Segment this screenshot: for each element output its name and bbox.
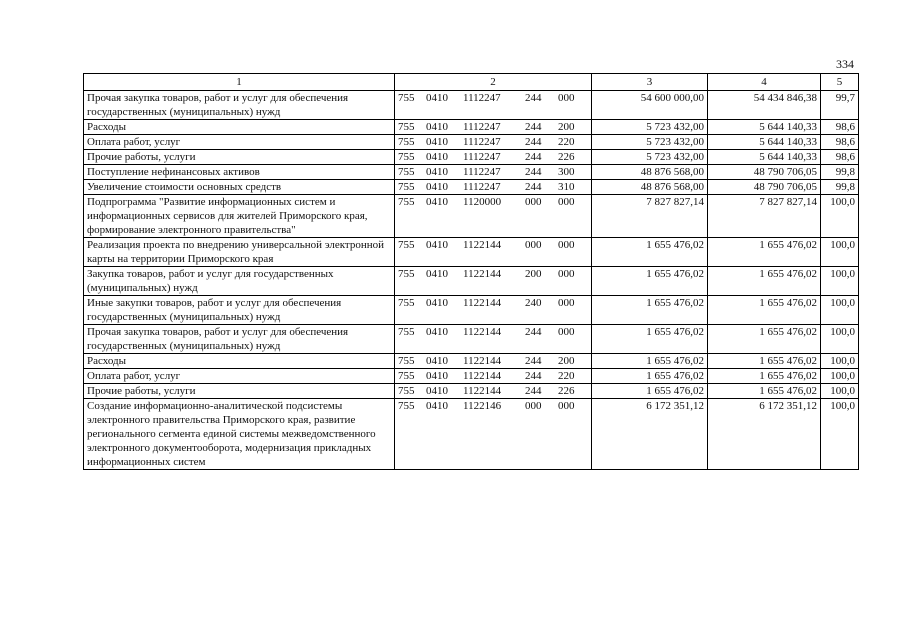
row-percent: 100,0 — [821, 267, 859, 296]
table-row — [84, 325, 859, 354]
code-part: 226 — [558, 151, 575, 163]
code-part: 755 — [398, 166, 415, 178]
row-budget-code — [395, 120, 592, 135]
table-row — [84, 120, 859, 135]
code-part: 0410 — [426, 136, 448, 148]
row-name: Оплата работ, услуг — [84, 369, 395, 384]
code-part: 0410 — [426, 181, 448, 193]
table-row — [84, 384, 859, 399]
row-fact-amount: 1 655 476,02 — [708, 384, 821, 399]
row-plan-amount: 5 723 432,00 — [592, 150, 708, 165]
row-budget-code — [395, 354, 592, 369]
table-row — [84, 369, 859, 384]
row-budget-code — [395, 150, 592, 165]
row-percent: 99,7 — [821, 91, 859, 120]
row-plan-amount: 5 723 432,00 — [592, 135, 708, 150]
row-plan-amount: 1 655 476,02 — [592, 354, 708, 369]
row-fact-amount: 7 827 827,14 — [708, 195, 821, 238]
code-part: 000 — [558, 297, 575, 309]
row-fact-amount: 1 655 476,02 — [708, 267, 821, 296]
row-percent: 100,0 — [821, 369, 859, 384]
code-part: 755 — [398, 400, 415, 412]
row-fact-amount: 5 644 140,33 — [708, 120, 821, 135]
row-plan-amount: 7 827 827,14 — [592, 195, 708, 238]
table-row — [84, 150, 859, 165]
row-percent: 98,6 — [821, 120, 859, 135]
code-part: 755 — [398, 239, 415, 251]
row-fact-amount: 48 790 706,05 — [708, 180, 821, 195]
code-part: 0410 — [426, 92, 448, 104]
row-percent: 99,8 — [821, 165, 859, 180]
code-part: 000 — [525, 239, 542, 251]
row-budget-code — [395, 238, 592, 267]
header-row — [84, 74, 859, 91]
code-part: 220 — [558, 136, 575, 148]
code-part: 1112247 — [463, 166, 501, 178]
code-part: 244 — [525, 385, 542, 397]
code-part: 244 — [525, 326, 542, 338]
code-part: 1112247 — [463, 121, 501, 133]
row-plan-amount: 1 655 476,02 — [592, 296, 708, 325]
row-budget-code — [395, 384, 592, 399]
code-part: 755 — [398, 385, 415, 397]
row-budget-code — [395, 165, 592, 180]
table-row — [84, 195, 859, 238]
row-fact-amount: 54 434 846,38 — [708, 91, 821, 120]
table-row — [84, 354, 859, 369]
code-part: 1122144 — [463, 297, 502, 309]
column-header-3: 3 — [592, 74, 708, 91]
row-name: Оплата работ, услуг — [84, 135, 395, 150]
code-part: 200 — [558, 355, 575, 367]
code-part: 0410 — [426, 196, 448, 208]
table-row — [84, 180, 859, 195]
code-part: 755 — [398, 92, 415, 104]
code-part: 1112247 — [463, 151, 501, 163]
code-part: 0410 — [426, 400, 448, 412]
row-plan-amount: 5 723 432,00 — [592, 120, 708, 135]
row-plan-amount: 1 655 476,02 — [592, 267, 708, 296]
row-percent: 100,0 — [821, 354, 859, 369]
code-part: 1122144 — [463, 355, 502, 367]
row-name: Закупка товаров, работ и услуг для государственных (муниципальных) нужд — [84, 267, 395, 296]
row-name: Поступление нефинансовых активов — [84, 165, 395, 180]
row-name: Иные закупки товаров, работ и услуг для обеспечения государственных (муниципальных) нужд — [84, 296, 395, 325]
code-part: 0410 — [426, 370, 448, 382]
code-part: 1122144 — [463, 326, 502, 338]
row-budget-code — [395, 399, 592, 470]
code-part: 755 — [398, 326, 415, 338]
row-fact-amount: 1 655 476,02 — [708, 369, 821, 384]
table-row — [84, 135, 859, 150]
page-number: 334 — [836, 57, 854, 71]
row-budget-code — [395, 195, 592, 238]
code-part: 1122144 — [463, 239, 502, 251]
code-part: 1112247 — [463, 181, 501, 193]
row-name: Расходы — [84, 120, 395, 135]
row-name: Прочие работы, услуги — [84, 384, 395, 399]
row-fact-amount: 1 655 476,02 — [708, 354, 821, 369]
code-part: 244 — [525, 136, 542, 148]
code-part: 240 — [525, 297, 542, 309]
row-name: Увеличение стоимости основных средств — [84, 180, 395, 195]
row-plan-amount: 1 655 476,02 — [592, 369, 708, 384]
code-part: 755 — [398, 268, 415, 280]
row-percent: 100,0 — [821, 238, 859, 267]
row-name: Расходы — [84, 354, 395, 369]
row-budget-code — [395, 325, 592, 354]
code-part: 220 — [558, 370, 575, 382]
row-name: Создание информационно-аналитической подсистемы электронного правительства Приморского края, развитие регионального сегмента единой системы межведомственного электронного документооборота, модернизация прикладных информационных систем — [84, 399, 395, 470]
code-part: 1112247 — [463, 92, 501, 104]
code-part: 1122144 — [463, 385, 502, 397]
column-header-5: 5 — [821, 74, 859, 91]
code-part: 755 — [398, 370, 415, 382]
code-part: 0410 — [426, 326, 448, 338]
row-plan-amount: 1 655 476,02 — [592, 238, 708, 267]
code-part: 0410 — [426, 166, 448, 178]
row-fact-amount: 1 655 476,02 — [708, 296, 821, 325]
table-row — [84, 238, 859, 267]
code-part: 000 — [558, 326, 575, 338]
row-budget-code — [395, 91, 592, 120]
row-percent: 99,8 — [821, 180, 859, 195]
row-plan-amount: 1 655 476,02 — [592, 325, 708, 354]
row-fact-amount: 5 644 140,33 — [708, 135, 821, 150]
row-budget-code — [395, 135, 592, 150]
row-budget-code — [395, 180, 592, 195]
row-fact-amount: 1 655 476,02 — [708, 238, 821, 267]
row-name: Прочие работы, услуги — [84, 150, 395, 165]
code-part: 0410 — [426, 239, 448, 251]
code-part: 300 — [558, 166, 575, 178]
column-header-1: 1 — [84, 74, 395, 91]
row-budget-code — [395, 296, 592, 325]
code-part: 244 — [525, 151, 542, 163]
code-part: 0410 — [426, 151, 448, 163]
row-plan-amount: 48 876 568,00 — [592, 165, 708, 180]
code-part: 0410 — [426, 297, 448, 309]
row-fact-amount: 5 644 140,33 — [708, 150, 821, 165]
row-percent: 100,0 — [821, 325, 859, 354]
code-part: 000 — [558, 239, 575, 251]
table-row — [84, 399, 859, 470]
code-part: 1122144 — [463, 370, 502, 382]
row-plan-amount: 6 172 351,12 — [592, 399, 708, 470]
table-row — [84, 91, 859, 120]
code-part: 755 — [398, 355, 415, 367]
row-percent: 98,6 — [821, 135, 859, 150]
code-part: 244 — [525, 181, 542, 193]
code-part: 000 — [558, 92, 575, 104]
code-part: 200 — [525, 268, 542, 280]
table-row — [84, 165, 859, 180]
row-name: Прочая закупка товаров, работ и услуг для обеспечения государственных (муниципальных) нужд — [84, 91, 395, 120]
code-part: 000 — [525, 400, 542, 412]
code-part: 1112247 — [463, 136, 501, 148]
code-part: 000 — [558, 268, 575, 280]
row-plan-amount: 1 655 476,02 — [592, 384, 708, 399]
code-part: 244 — [525, 166, 542, 178]
row-name: Реализация проекта по внедрению универсальной электронной карты на территории Приморского края — [84, 238, 395, 267]
column-header-2: 2 — [395, 74, 592, 91]
code-part: 0410 — [426, 121, 448, 133]
code-part: 755 — [398, 136, 415, 148]
row-fact-amount: 6 172 351,12 — [708, 399, 821, 470]
table-row — [84, 296, 859, 325]
table-body — [84, 91, 859, 470]
code-part: 000 — [558, 196, 575, 208]
row-percent: 100,0 — [821, 195, 859, 238]
code-part: 244 — [525, 370, 542, 382]
table-row — [84, 267, 859, 296]
row-name: Подпрограмма "Развитие информационных систем и информационных сервисов для жителей Приморского края, формирование электронного правительства" — [84, 195, 395, 238]
row-budget-code — [395, 369, 592, 384]
code-part: 200 — [558, 121, 575, 133]
column-header-4: 4 — [708, 74, 821, 91]
row-name: Прочая закупка товаров, работ и услуг для обеспечения государственных (муниципальных) нужд — [84, 325, 395, 354]
code-part: 0410 — [426, 355, 448, 367]
code-part: 755 — [398, 151, 415, 163]
code-part: 000 — [558, 400, 575, 412]
row-percent: 100,0 — [821, 399, 859, 470]
code-part: 244 — [525, 92, 542, 104]
row-plan-amount: 48 876 568,00 — [592, 180, 708, 195]
code-part: 000 — [525, 196, 542, 208]
row-percent: 100,0 — [821, 296, 859, 325]
budget-table — [83, 73, 859, 470]
code-part: 755 — [398, 196, 415, 208]
code-part: 244 — [525, 121, 542, 133]
code-part: 1120000 — [463, 196, 502, 208]
code-part: 226 — [558, 385, 575, 397]
code-part: 1122146 — [463, 400, 502, 412]
row-budget-code — [395, 267, 592, 296]
code-part: 1122144 — [463, 268, 502, 280]
code-part: 0410 — [426, 268, 448, 280]
row-percent: 98,6 — [821, 150, 859, 165]
code-part: 755 — [398, 181, 415, 193]
row-percent: 100,0 — [821, 384, 859, 399]
code-part: 244 — [525, 355, 542, 367]
row-fact-amount: 48 790 706,05 — [708, 165, 821, 180]
row-plan-amount: 54 600 000,00 — [592, 91, 708, 120]
code-part: 0410 — [426, 385, 448, 397]
code-part: 755 — [398, 297, 415, 309]
code-part: 755 — [398, 121, 415, 133]
row-fact-amount: 1 655 476,02 — [708, 325, 821, 354]
code-part: 310 — [558, 181, 575, 193]
